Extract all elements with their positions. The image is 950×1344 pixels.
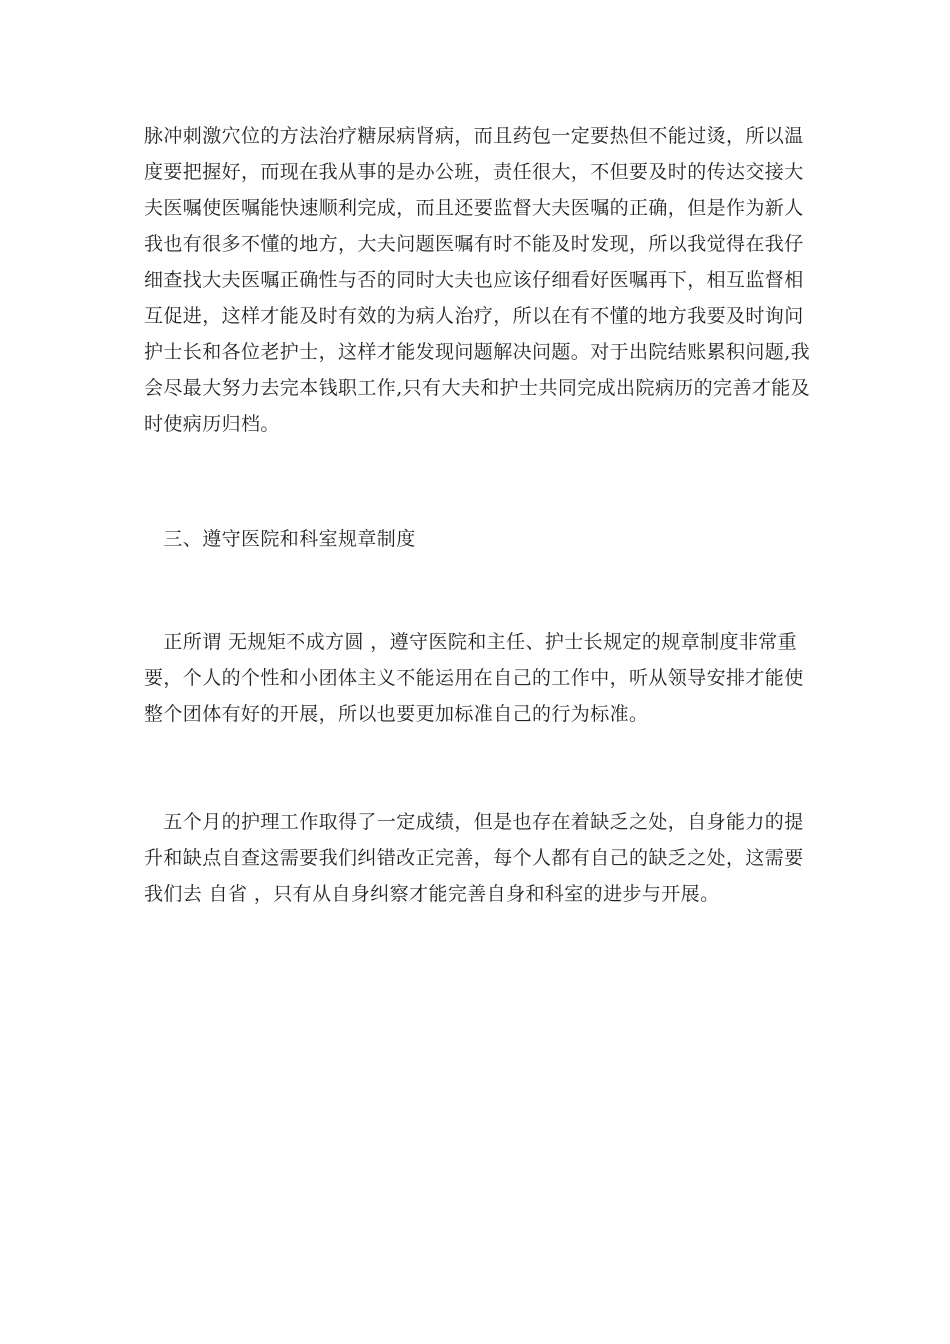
body-paragraph-2 xyxy=(144,624,808,732)
text-line: 我们去 自省 ，只有从自身纠察才能完善自身和科室的进步与开展。 xyxy=(144,883,720,905)
text-line: 细查找大夫医嘱正确性与否的同时大夫也应该仔细看好医嘱再下，相互监督相 xyxy=(144,269,804,291)
text-line: 我也有很多不懂的地方，大夫问题医嘱有时不能及时发现，所以我觉得在我仔 xyxy=(144,233,804,255)
text-line: 升和缺点自查这需要我们纠错改正完善，每个人都有自己的缺乏之处，这需要 xyxy=(144,847,804,869)
text-line: 会尽最大努力去完本钱职工作,只有大夫和护士共同完成出院病历的完善才能及 xyxy=(144,377,811,399)
text-line: 要，个人的个性和小团体主义不能运用在自己的工作中，听从领导安排才能使 xyxy=(144,667,804,689)
text-line: 护士长和各位老护士，这样才能发现问题解决问题。对于出院结账累积问题,我 xyxy=(144,341,811,363)
text-line: 整个团体有好的开展，所以也要更加标准自己的行为标准。 xyxy=(144,703,649,725)
text-line: 度要把握好，而现在我从事的是办公班，责任很大，不但要及时的传达交接大 xyxy=(144,161,804,183)
text-line: 互促进，这样才能及时有效的为病人治疗，所以在有不懂的地方我要及时询问 xyxy=(144,305,804,327)
body-paragraph-1 xyxy=(144,118,811,442)
text-line: 正所谓 无规矩不成方圆 ，遵守医院和主任、护士长规定的规章制度非常重 xyxy=(144,631,798,653)
text-line: 夫医嘱使医嘱能快速顺利完成，而且还要监督大夫医嘱的正确，但是作为新人 xyxy=(144,197,804,219)
text-line: 五个月的护理工作取得了一定成绩，但是也存在着缺乏之处，自身能力的提 xyxy=(144,811,804,833)
text-line: 脉冲刺激穴位的方法治疗糖尿病肾病，而且药包一定要热但不能过烫，所以温 xyxy=(144,125,804,147)
text-line: 时使病历归档。 xyxy=(144,413,280,435)
body-paragraph-3 xyxy=(144,804,808,912)
section-heading-text: 三、遵守医院和科室规章制度 xyxy=(144,528,416,550)
section-heading xyxy=(144,521,808,557)
